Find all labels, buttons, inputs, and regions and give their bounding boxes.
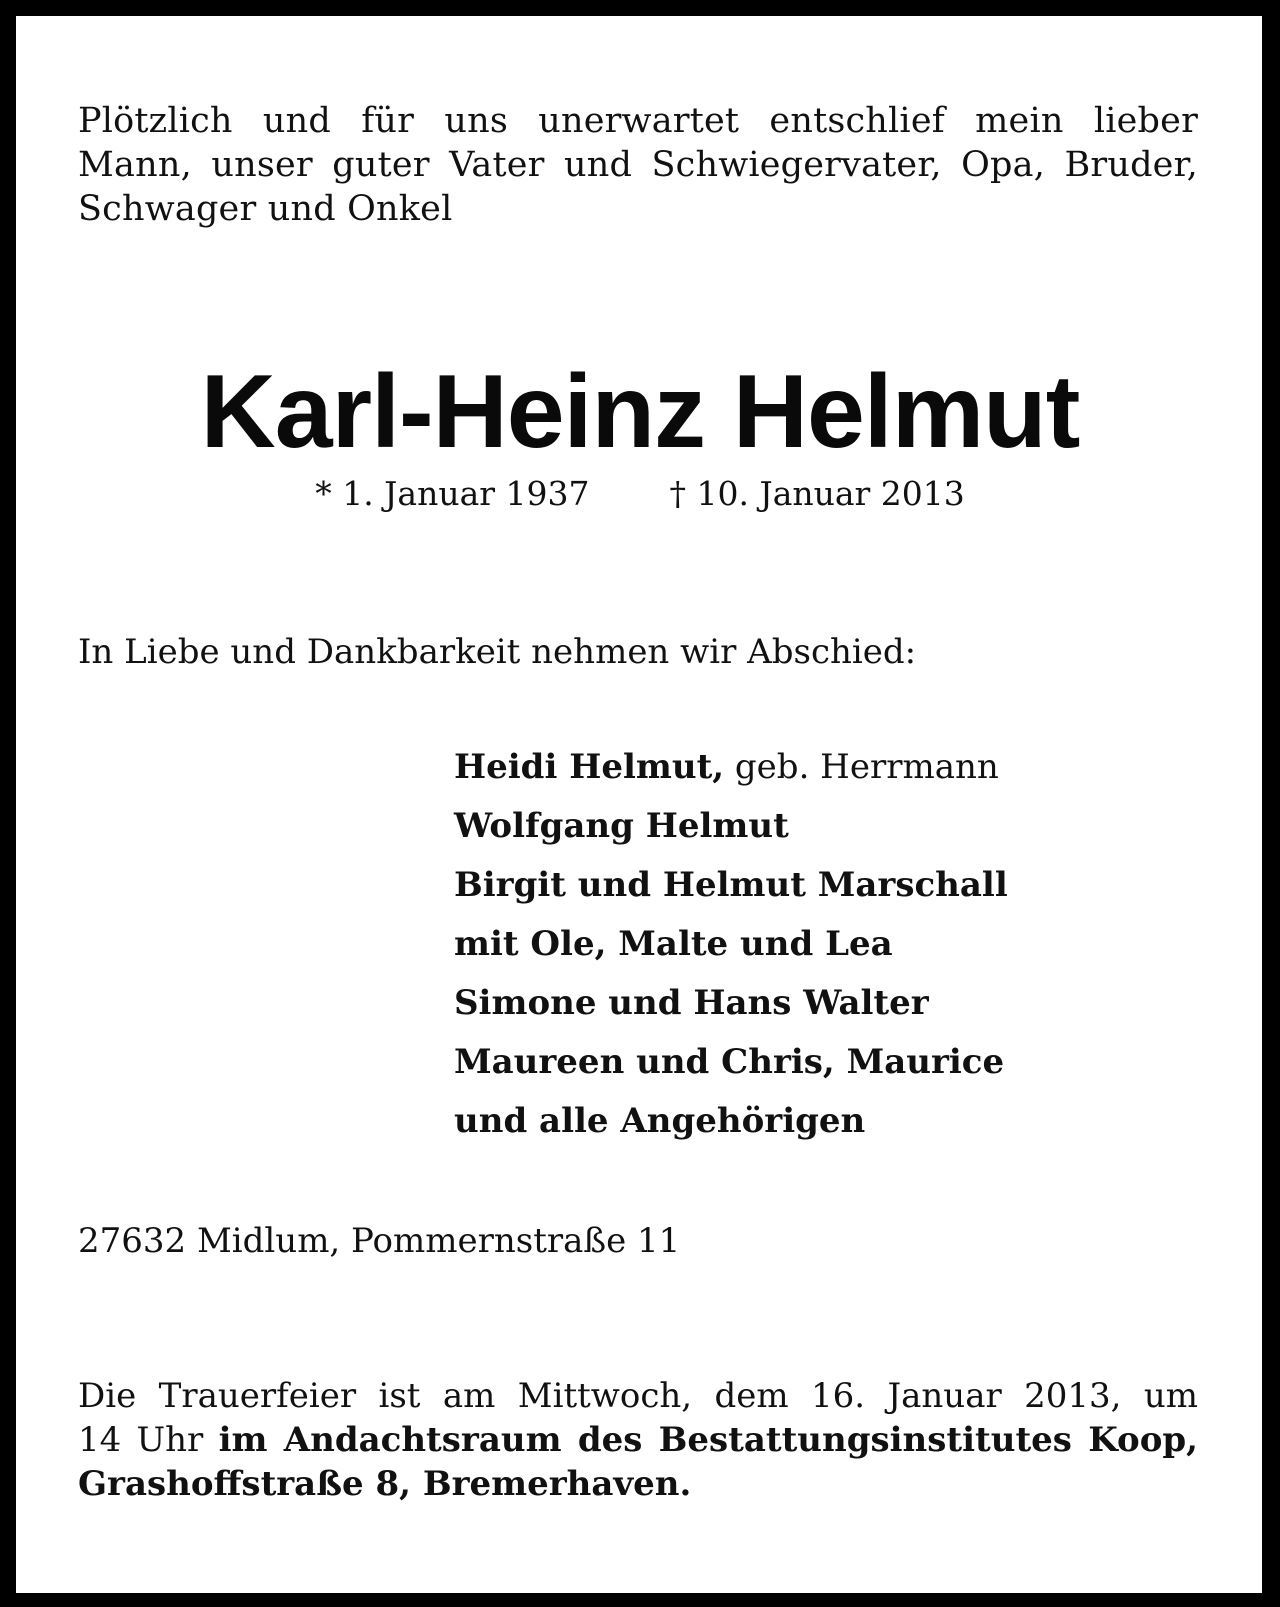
- family-name-bold: Wolfgang Helmut: [454, 806, 789, 846]
- farewell-text: In Liebe und Dankbarkeit nehmen wir Abschied:: [78, 632, 917, 672]
- death-date: † 10. Januar 2013: [669, 474, 965, 513]
- intro-line-2: Mann, unser guter Vater und Schwiegervater, Opa, Bruder,: [78, 145, 1198, 185]
- family-row: [454, 1092, 1008, 1151]
- family-name-bold: Maureen und Chris, Maurice: [454, 1042, 1005, 1082]
- birth-date: * 1. Januar 1937: [315, 474, 590, 513]
- family-name-bold: Birgit und Helmut Marschall: [454, 865, 1008, 905]
- intro-line-1: Plötzlich und für uns unerwartet entschlief mein lieber: [78, 101, 1198, 141]
- family-name-bold: Simone und Hans Walter: [454, 983, 929, 1023]
- family-row: [454, 974, 1008, 1033]
- service-text: [78, 1374, 1198, 1506]
- family-row: [454, 797, 1008, 856]
- family-list: [454, 738, 1008, 1151]
- address-text: 27632 Midlum, Pommernstraße 11: [78, 1221, 681, 1261]
- family-name-bold: Heidi Helmut,: [454, 747, 725, 787]
- family-row: [454, 738, 1008, 797]
- life-dates: [0, 472, 1280, 516]
- service-line-1: Die Trauerfeier ist am Mittwoch, dem 16. Januar 2013, um: [78, 1376, 1198, 1416]
- intro-line-3: Schwager und Onkel: [78, 189, 453, 229]
- deceased-name: Karl-Heinz Helmut: [200, 354, 1080, 470]
- family-name-suffix: geb. Herrmann: [724, 747, 999, 787]
- family-row: [454, 915, 1008, 974]
- family-row: [454, 856, 1008, 915]
- service-line-2: [78, 1418, 1198, 1462]
- family-row: [454, 1033, 1008, 1092]
- service-time: 14 Uhr: [78, 1420, 219, 1460]
- family-name-bold: und alle Angehörigen: [454, 1101, 866, 1141]
- intro-text: [78, 99, 1198, 231]
- service-address: Grashoffstraße 8, Bremerhaven.: [78, 1464, 692, 1504]
- family-name-bold: mit Ole, Malte und Lea: [454, 924, 893, 964]
- service-location: im Andachtsraum des Bestattungsinstitutes Koop,: [218, 1420, 1198, 1460]
- service-line-3: [78, 1462, 1198, 1506]
